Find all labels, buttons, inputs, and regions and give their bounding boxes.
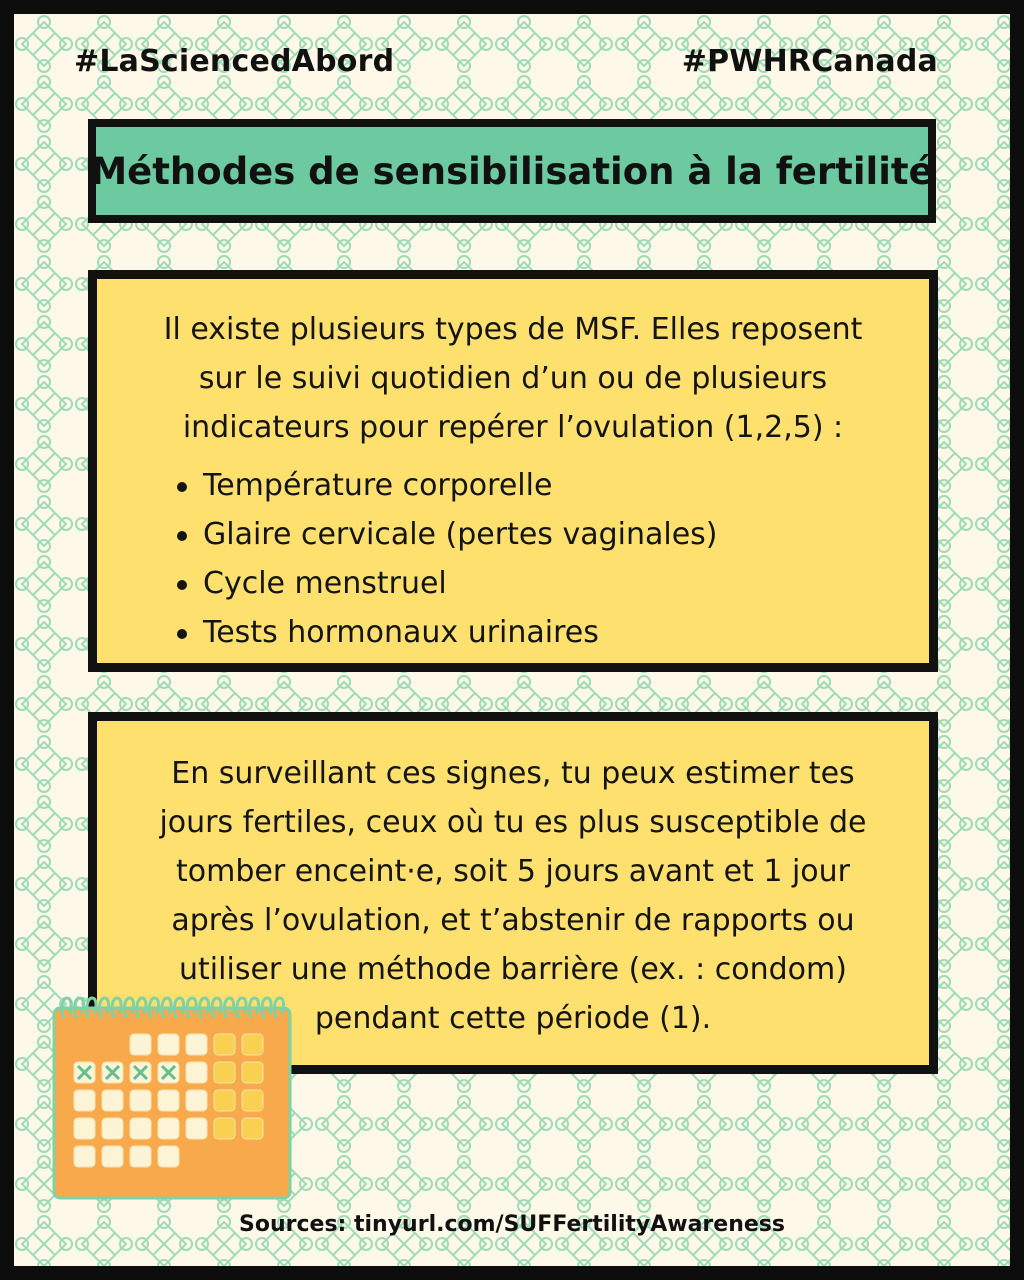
fertile-days-text: En surveillant ces signes, tu peux estimer tes jours fertiles, ceux où tu es plus susceptible de tomber enceint·e, soit 5 jours avant et 1 jour après l’ovulation, et t’abstenir de rapports ou utiliser une méthode barrière (ex. : condom) pendant cette période (1). (159, 756, 867, 1036)
calendar-day-cell (130, 1034, 151, 1055)
calendar-day-cell (214, 1118, 235, 1139)
calendar-day-cell (102, 1118, 123, 1139)
hashtag-right: #PWHRCanada (681, 44, 938, 79)
list-item: Glaire cervicale (pertes vaginales) (203, 510, 869, 559)
info-panel-indicators (88, 270, 938, 672)
calendar-day-cell (214, 1034, 235, 1055)
calendar-day-cell (186, 1090, 207, 1111)
sources-citation: Sources: tinyurl.com/SUFFertilityAwareness (239, 1212, 785, 1237)
calendar-day-cell (242, 1118, 263, 1139)
calendar-day-cell (158, 1034, 179, 1055)
calendar-day-cell (242, 1062, 263, 1083)
calendar-day-cell (102, 1090, 123, 1111)
title-banner (88, 119, 936, 223)
calendar-day-cell (130, 1146, 151, 1167)
calendar-day-cell (214, 1062, 235, 1083)
calendar-day-cell (74, 1146, 95, 1167)
calendar-day-cell (74, 1090, 95, 1111)
calendar-day-cell (242, 1090, 263, 1111)
page-title: Méthodes de sensibilisation à la fertilité (90, 149, 934, 193)
hashtag-left: #LaSciencedAbord (74, 44, 395, 79)
calendar-day-cell (74, 1118, 95, 1139)
indicators-intro: Il existe plusieurs types de MSF. Elles reposent sur le suivi quotidien d’un ou de plusieurs indicateurs pour repérer l’ovulation (1,2,5) : (163, 312, 863, 445)
calendar-icon (50, 992, 296, 1202)
calendar-day-cell (186, 1062, 207, 1083)
poster (14, 14, 1010, 1266)
calendar-day-cell (158, 1118, 179, 1139)
calendar-day-cell (158, 1090, 179, 1111)
calendar-day-cell (186, 1118, 207, 1139)
list-item: Cycle menstruel (203, 559, 869, 608)
list-item: Tests hormonaux urinaires (203, 608, 869, 657)
list-item: Température corporelle (203, 461, 869, 510)
calendar-day-cell (186, 1034, 207, 1055)
calendar-day-cell (130, 1118, 151, 1139)
indicator-list (157, 461, 869, 657)
calendar-day-cell (102, 1146, 123, 1167)
calendar-day-cell (130, 1090, 151, 1111)
calendar-day-cell (214, 1090, 235, 1111)
calendar-day-cell (158, 1146, 179, 1167)
calendar-day-cell (242, 1034, 263, 1055)
